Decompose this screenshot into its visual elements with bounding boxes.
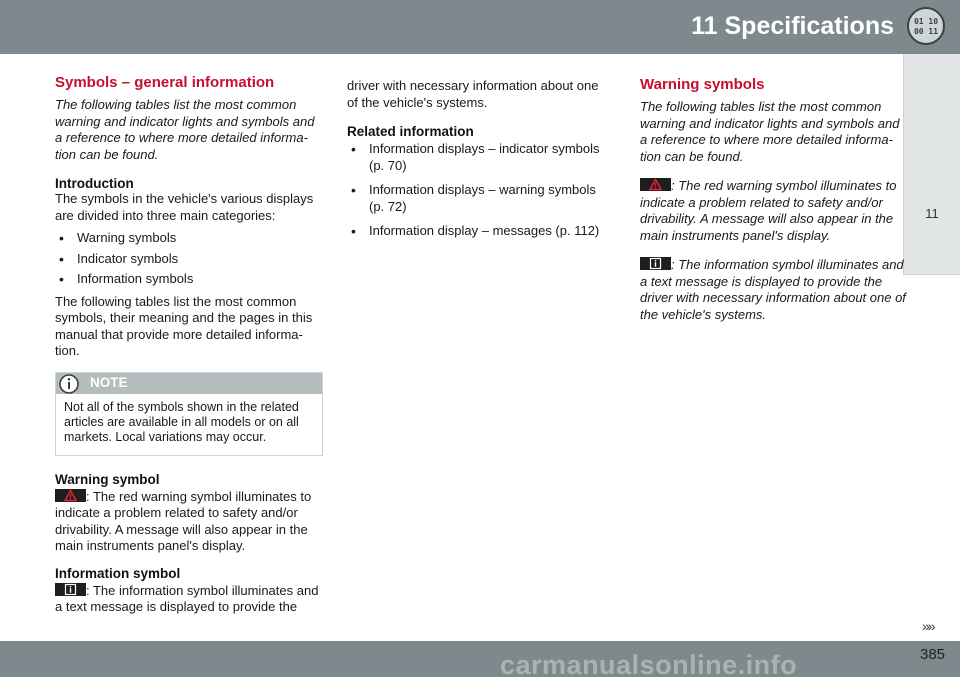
related-links-list [347,141,609,240]
warning-triangle-icon [640,178,671,191]
information-symbol-heading: Information symbol [55,565,181,581]
warning-symbol-heading: Warning symbol [55,471,160,487]
following-tables-text: The following tables list the most common symbols, their meaning and the pages in this manual that provide more detailed informa-tion. [55,293,313,358]
warning-symbols-intro: The following tables list the most common warning and indicator lights and symbols and a reference to where more detailed informa-tion can be found. [640,99,900,164]
warning-symbol-text: : The red warning symbol illuminates to indicate a problem related to safety and/or drivability. A message will also appear in the main instruments panel's display. [55,488,312,553]
introduction-text: The symbols in the vehicle's various displays are divided into three main categories: [55,191,314,223]
warning-symbol-paragraph-italic [640,178,908,244]
continued-text: driver with necessary information about one of the vehicle's systems. [347,78,599,110]
information-symbol-paragraph-italic [640,257,908,323]
chapter-title: 11 Specifications [691,12,894,40]
note-text: Not all of the symbols shown in the related articles are available in all models or on all markets. Local variations may occur. [64,399,299,444]
related-link-warning-symbols[interactable]: • Information displays – warning symbols (p. 72) [347,182,609,215]
info-circle-icon [58,373,80,395]
chapter-side-tab [903,54,960,275]
list-item: • Warning symbols [55,230,323,247]
icon-line-1: 01 10 [913,17,939,26]
information-symbol-text: : The information symbol illuminates and a text message is displayed to provide the [55,582,319,614]
page-number: 385 [920,646,946,663]
note-label: NOTE [90,374,128,390]
warning-triangle-icon [55,489,86,502]
related-link-indicator-symbols[interactable]: • Information displays – indicator symbols (p. 70) [347,141,609,174]
specifications-chapter-icon [906,6,946,46]
warning-symbol-text-italic: : The red warning symbol illuminates to indicate a problem related to safety and/or drivability. A message will also appear in the main instruments panel's display. [640,178,897,243]
list-item: • Indicator symbols [55,251,323,268]
note-header [56,373,322,394]
column-middle [347,78,609,246]
list-item: • Information symbols [55,271,323,288]
related-information-heading: Related information [347,124,474,139]
info-symbol-icon [640,257,671,270]
watermark: carmanualsonline.info [500,650,798,680]
information-symbol-text-italic: : The information symbol illuminates and a text message is displayed to provide the driver with necessary information about one of the vehicle's systems. [640,257,906,322]
intro-text: The following tables list the most common warning and indicator lights and symbols and a reference to where more detailed informa-tion can be found. [55,97,315,162]
related-link-messages[interactable]: • Information display – messages (p. 112) [347,223,609,240]
warning-symbol-paragraph [55,489,323,555]
section-title-warning-symbols: Warning symbols [640,76,765,93]
chapter-number: 11 [925,206,939,221]
information-symbol-paragraph [55,583,323,616]
introduction-heading: Introduction [55,176,134,191]
column-right [640,74,908,336]
column-left [55,74,323,616]
note-box [55,372,323,456]
icon-line-2: 00 11 [913,27,939,36]
section-title-symbols-general: Symbols – general information [55,74,275,91]
category-list [55,230,323,288]
next-page-arrows-icon[interactable]: »» [922,618,934,634]
page-footer [0,641,960,677]
page-header [0,0,960,54]
info-symbol-icon [55,583,86,596]
